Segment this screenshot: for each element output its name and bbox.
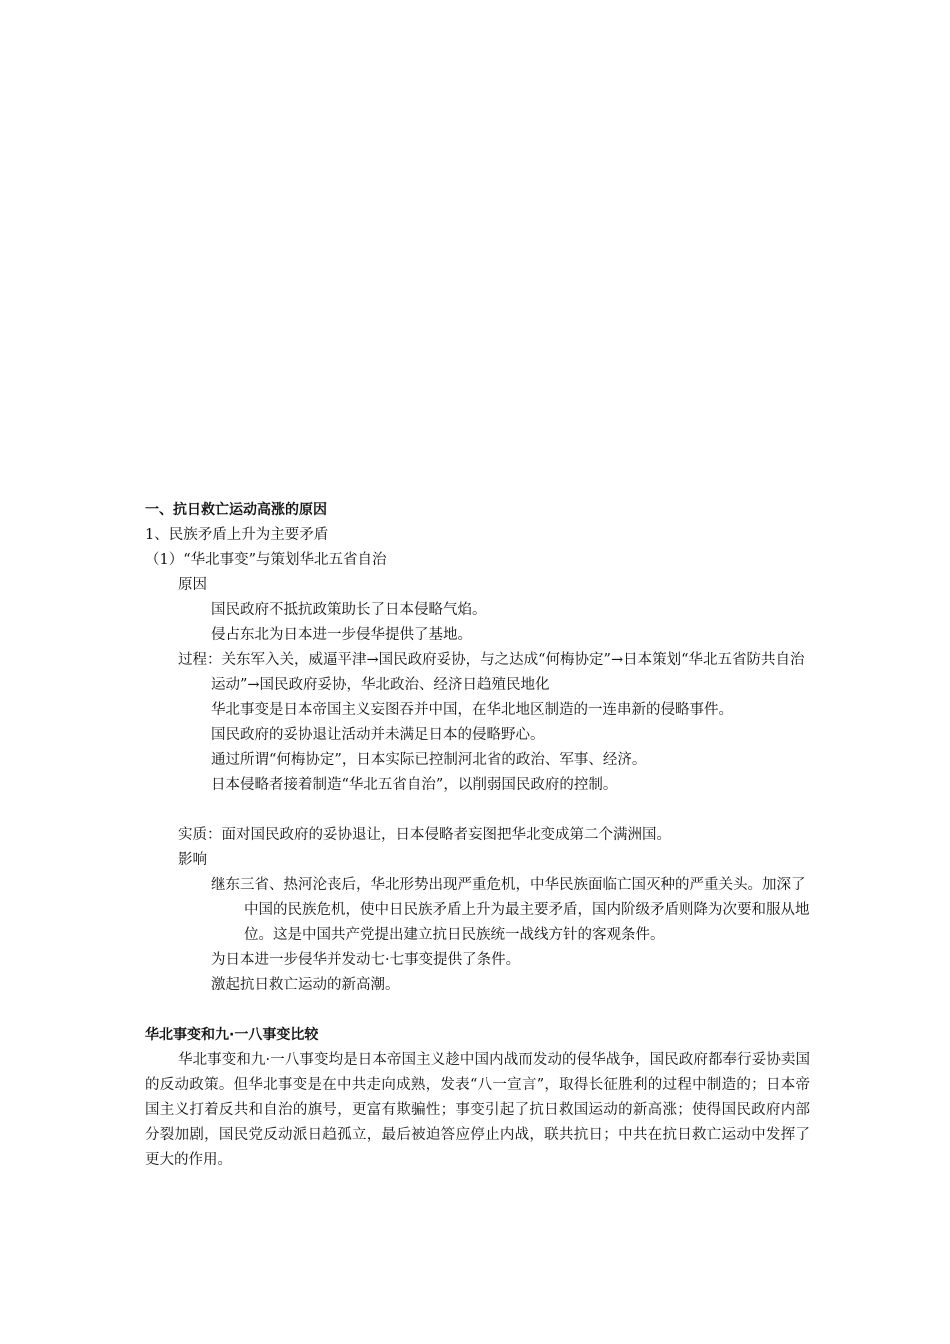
essence-text: 实质：面对国民政府的妥协退让，日本侵略者妄图把华北变成第二个满洲国。 — [178, 827, 671, 843]
comparison-paragraph: 华北事变和九·一八事变均是日本帝国主义趁中国内战而发动的侵华战争，国民政府都奉行妥协卖国的反动政策。但华北事变是在中共走向成熟，发表“八一宣言”，取得长征胜利的过程中制造的；日本帝国主义打着反共和自治的旗号，更富有欺骗性；事变引起了抗日救国运动的新高涨；使得国民政府内部分裂加剧，国民党反动派日趋孤立，最后被迫答应停止内战，联共抗日；中共在抗日救亡运动中发挥了更大的作用。 — [145, 1052, 810, 1168]
process-item-2: 国民政府的妥协退让活动并未满足日本的侵略野心。 — [211, 727, 545, 743]
label-cause: 原因 — [178, 577, 207, 593]
subheading-north-china-incident: （1）“华北事变”与策划华北五省自治 — [145, 552, 387, 568]
impact-item-2: 为日本进一步侵华并发动七·七事变提供了条件。 — [211, 952, 521, 968]
section-heading-causes: 一、抗日救亡运动高涨的原因 — [145, 502, 327, 518]
cause-item-2: 侵占东北为日本进一步侵华提供了基地。 — [211, 627, 472, 643]
process-item-4: 日本侵略者接着制造“华北五省自治”，以削弱国民政府的控制。 — [211, 777, 618, 793]
process-item-1: 华北事变是日本帝国主义妄图吞并中国，在华北地区制造的一连串新的侵略事件。 — [211, 702, 733, 718]
spacer — [145, 798, 810, 823]
subheading-national-contradiction: 1、民族矛盾上升为主要矛盾 — [145, 527, 329, 543]
label-impact: 影响 — [178, 852, 207, 868]
cause-item-1: 国民政府不抵抗政策助长了日本侵略气焰。 — [211, 602, 487, 618]
process-item-3: 通过所谓“何梅协定”，日本实际已控制河北省的政治、军事、经济。 — [211, 752, 647, 768]
document-body — [145, 498, 810, 1173]
process-text: 过程：关东军入关，威逼平津→国民政府妥协，与之达成“何梅协定”→日本策划“华北五省防共自治运动”→国民政府妥协，华北政治、经济日趋殖民地化 — [178, 652, 805, 693]
impact-item-1: 继东三省、热河沦丧后，华北形势出现严重危机，中华民族面临亡国灭种的严重关头。加深了中国的民族危机，使中日民族矛盾上升为最主要矛盾，国内阶级矛盾则降为次要和服从地位。这是中国共产党提出建立抗日民族统一战线方针的客观条件。 — [211, 877, 810, 943]
spacer — [145, 998, 810, 1023]
section-heading-comparison: 华北事变和九·一八事变比较 — [145, 1027, 319, 1043]
impact-item-3: 激起抗日救亡运动的新高潮。 — [211, 977, 400, 993]
